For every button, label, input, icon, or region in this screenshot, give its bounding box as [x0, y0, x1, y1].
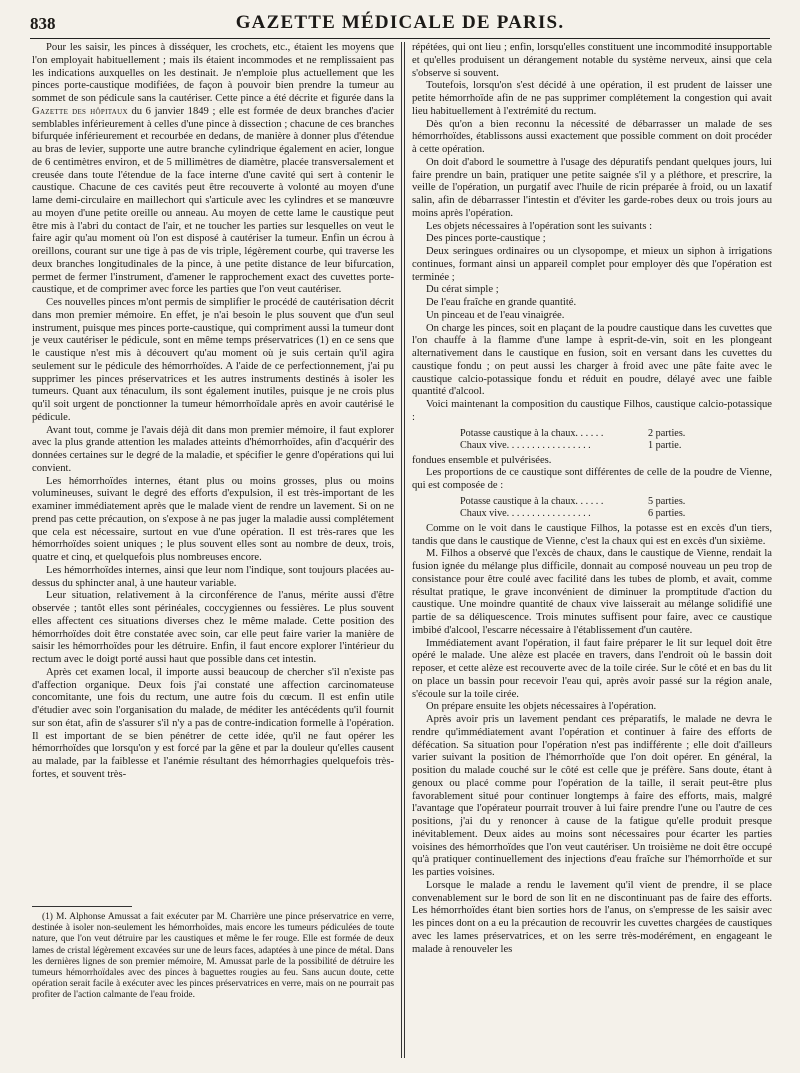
recipe-vienne — [460, 496, 772, 520]
paragraph: Dès qu'on a bien reconnu la nécessité de débarrasser un malade de ses hémorrhoïdes, établissons aussi exactement que possible comment on doit procéder à cette opération. — [412, 118, 772, 155]
paragraph: M. Filhos a observé que l'excès de chaux, dans le caustique de Vienne, rendait la fusion ignée du mélange plus difficile, donnait au composé nouveau un peu trop de consistance pour être coulé avec facilité dans les tubes de plomb, et avait, comme résultat pratique, le grave inconvénient de diminuer la promptitude d'action du caustique. Une moindre quantité de chaux vive laisserait au mélange solidifié une partie de sa déliquescence. Trois minutes suffisent pour faire, avec ce caustique imbibé d'alcool, l'escarre nécessaire à l'établissement d'un cautère. — [412, 548, 772, 636]
paragraph: Immédiatement avant l'opération, il faut faire préparer le lit sur lequel doit être opéré le malade. Une alèze est placée en travers, dans l'endroit où le bassin doit reposer, et cette alèze est recouverte avec de la toile cirée. Sur le côté et en bas du lit on place un bassin pour recevoir l'eau qui, après avoir passé sur la région anale, s'écoule sur la toile cirée. — [412, 637, 772, 700]
running-header — [30, 8, 770, 38]
page-number: 838 — [30, 14, 56, 33]
paragraph: Les hémorrhoïdes internes, étant plus ou moins grosses, plus ou moins volumineuses, suivant le degré des efforts d'expulsion, il est très-important de les examiner immédiatement après que le malade vient de rendre un lavement. Si on ne prend pas cette précaution, on s'expose à ne pas juger la maladie aussi complétement que cela est nécessaire, surtout en vue d'une opération. Il est très-rares que les hémorrhoïdes soient uniques ; le plus souvent elles sont au nombre de deux, trois, quatre et cinq, et quelquefois plus nombreuses encore. — [32, 475, 394, 563]
list-item: Des pinces porte-caustique ; — [426, 233, 546, 245]
ingredient-name: Chaux vive. . . . . . . . . . . . . . . . . — [460, 439, 591, 451]
paragraph: répétées, qui ont lieu ; enfin, lorsqu'elles constituent une incommodité insupportable et qu'elles produisent un dérangement notable du système nerveux, ainsi que cela s'observe si souvent. — [412, 42, 772, 79]
paragraph: Ces nouvelles pinces m'ont permis de simplifier le procédé de cautérisation décrit dans mon premier mémoire. En effet, je n'ai besoin le plus souvent que d'un seul instrument, puisque mes pinces porte-caustique, qui compriment aussi la tumeur dont je veux cautériser le pédicule, sont en même temps préservatrices (1) en ce sens que le caustique n'est mis à découvert qu'au moment où je suis certain qu'il agira seulement sur le pédicule des hémorrhoïdes. A l'aide de ce perfectionnement, j'ai pu supprimer les pinces préservatrices et les autres instruments destinés à isoler les tumeurs. Quant aux ténaculum, ils sont également inutiles, puisque je ne crois plus qu'il soit urgent de ponctionner la tumeur hémorrhoïdale après en avoir cautérisé le pédicule. — [32, 297, 394, 423]
paragraph: On prépare ensuite les objets nécessaires à l'opération. — [426, 701, 657, 713]
footnote-rule — [32, 906, 132, 907]
paragraph: Leur situation, relativement à la circonférence de l'anus, mérite aussi d'être observée ; tantôt elles sont périnéales, coccygiennes ou fessières. Le plus souvent elles affectent ces situations diverses chez le même malade. Cette position des hémorrhoïdes doit être constatée avec soin, car elle peut faire varier la manière de saisir les hémorrhoïdes pour les détruire. Enfin, il faut encore explorer l'intérieur du rectum avec le doigt porté aussi haut que possible dans cet intestin. — [32, 590, 394, 665]
ingredient-amount: 2 parties. — [648, 427, 686, 439]
recipe-row — [460, 440, 700, 452]
paragraph: Avant tout, comme je l'avais déjà dit dans mon premier mémoire, il faut explorer avec la plus grande attention les malades atteints d'hémorrhoïdes, afin d'acquérir des données certaines sur le degré de la maladie, et spécifier le genre d'opérations qui lui convient. — [32, 424, 394, 474]
right-column — [412, 42, 772, 956]
ingredient-amount: 5 parties. — [648, 495, 686, 507]
list-item: Deux seringues ordinaires ou un clysopompe, et mieux un siphon à irrigations continues, formant ainsi un appareil complet pour employer dès que l'opération est terminée ; — [412, 246, 772, 283]
footnote — [32, 912, 394, 1002]
left-column — [32, 42, 394, 782]
recipe-row — [460, 428, 700, 440]
paragraph: Voici maintenant la composition du caustique Filhos, caustique calcio-potassique : — [412, 399, 772, 423]
paragraph: Pour les saisir, les pinces à disséquer, les crochets, etc., étaient les moyens que l'on employait habituellement ; mais ils étaient incommodes et ne remplissaient pas les indications auxquelles on les destinait. Je n'emploie plus actuellement que les pinces porte-caustique modifiées, de façon à pouvoir bien prendre la tumeur au sommet de son pédicule sans la cautériser. Cette pince a été décrite et figurée dans la Gazette des hôpitaux du 6 janvier 1849 ; elle est formée de deux branches d'acier semblables inférieurement à celles d'une pince à dissection ; chacune de ces branches bifurquée inférieurement et recourbée en dedans, de manière à donner plus d'étendue au bras de levier, supporte une autre branche cylindrique également en acier, longue de 6 centimètres environ, et de 5 millimètres de diamètre, placée transversalement et creusée dans toute l'étendue de la face interne d'une cavité qui sert à contenir le caustique. Chacune de ces cavités peut être recouverte à volonté au moyen d'une lame demi-circulaire en maillechort qui s'articule avec les cylindres et se manœuvre au moyen d'une petite oreille ou anneau. Au moyen de cette lame le caustique peut être mis à l'abri du contact de l'air, et ne toucher les parties sur lesquelles on veut le faire agir qu'au moment où l'on est disposé à cautériser la tumeur. Enfin un écrou à oreillons, courant sur une tige à pas de vis triple, légèrement courbe, qui traverse les deux branches longitudinales de la pince, à une petite distance de leur bifurcation, permet de fermer l'instrument, d'amener le rapprochement exact des cuvettes porte-caustique, et de comprimer avec force les parties que l'on veut cautériser. — [32, 42, 394, 296]
paragraph: fondues ensemble et pulvérisées. — [412, 454, 552, 466]
paragraph: Les proportions de ce caustique sont différentes de celle de la poudre de Vienne, qui est composée de : — [412, 467, 772, 491]
list-item: De l'eau fraîche en grande quantité. — [426, 297, 577, 308]
ingredient-amount: 1 partie. — [648, 439, 682, 451]
ingredient-name: Chaux vive. . . . . . . . . . . . . . . . . — [460, 507, 591, 519]
paragraph: Après cet examen local, il importe aussi beaucoup de chercher s'il n'existe pas d'affection organique. Deux fois j'ai constaté une affection carcinomateuse concomitante, une fois du rectum, une autre fois du cœcum. Il est enfin utile d'étudier avec soin l'organisation du malade, de méditer les antécédents qu'il fournit sur son état, afin de s'assurer s'il n'y a pas de contre-indication formelle à l'opération. Il est important de se bien pénétrer de cette idée, qu'il ne faut opérer les hémorrhoïdes que lorsqu'on y est forcé par la gêne et par la douleur qu'elles causent au malade, par la faiblesse et l'anémie résultant des hémorrhagies quelquefois très-fortes, et souvent très- — [32, 666, 394, 780]
journal-title: GAZETTE MÉDICALE DE PARIS. — [235, 12, 565, 33]
recipe-filhos — [460, 428, 772, 452]
paragraph: On doit d'abord le soumettre à l'usage des dépuratifs pendant quelques jours, lui faire prendre un bain, pratiquer une petite saignée s'il y a pléthore, et prescrire, la veille de l'opération, un purgatif avec l'huile de ricin préparée à froid, ou un laxatif salin, afin de débarrasser l'intestin et d'éviter les garde-robes deux ou trois jours au moins après l'opération. — [412, 156, 772, 219]
header-rule — [30, 38, 770, 39]
ingredient-amount: 6 parties. — [648, 507, 686, 519]
recipe-row — [460, 496, 700, 508]
periodical-name: Gazette des hôpitaux — [32, 105, 128, 117]
list-item: Un pinceau et de l'eau vinaigrée. — [426, 309, 565, 321]
paragraph: Les objets nécessaires à l'opération sont les suivants : — [426, 220, 653, 232]
paragraph: Lorsque le malade a rendu le lavement qu'il vient de prendre, il se place convenablement sur le bord de son lit en ne discontinuant pas de faire des efforts. Les hémorrhoïdes étant bien sorties hors de l'anus, on s'empresse de les saisir avec les pinces dont on a eu la précaution de recouvrir les cuvettes chargées de caustiques avec les lames préservatrices, et on les serre très-modérément, en engageant le malade à renouveler les — [412, 879, 772, 955]
column-divider-double — [404, 42, 405, 1058]
list-item: Du cérat simple ; — [426, 284, 499, 296]
paragraph: On charge les pinces, soit en plaçant de la poudre caustique dans les cuvettes que l'on chauffe à la flamme d'une lampe à esprit-de-vin, soit en les plongeant alternativement dans le caustique en fusion, soit en versant dans les cuvettes du caustique fondu ; on peut aussi les charger à froid avec une pâte faite avec le caustique calcio-potassique fondu et réduit en poudre, délayé avec une faible quantité d'alcool. — [412, 322, 772, 398]
ingredient-name: Potasse caustique à la chaux. . . . . . — [460, 427, 604, 439]
paragraph: Après avoir pris un lavement pendant ces préparatifs, le malade ne devra le rendre qu'immédiatement avant l'opération et continuer à faire des efforts de défécation. Sa situation pour l'opération n'est pas indifférente ; elle doit d'ailleurs varier suivant la position de l'hémorrhoïde que l'on doit opérer. En général, la position du malade couché sur le côté est celle que je préfère. Sans doute, étant à genoux ou placé comme pour l'opération de la taille, il serait peut-être plus favorablement situé pour continuer longtemps à faire des efforts, mais, malgré l'avantage que l'opérateur pourrait trouver à lui faire prendre l'une ou l'autre de ces positions, j'ai du y renoncer à cause de la fatigue qu'elle produit presque inévitablement. Deux aides au moins sont nécessaires pour écarter les parties voisines des hémorrhoïdes que l'on veut cautériser. Un troisième ne doit être occupé qu'à pratiquer continuellement des injections d'eau fraîche sur l'hémorrhoïde et sur les parties voisines. — [412, 714, 772, 878]
recipe-row — [460, 508, 700, 520]
paragraph: Comme on le voit dans le caustique Filhos, la potasse est en excès d'un tiers, tandis que dans le caustique de Vienne, c'est la chaux qui est en excès d'un sixième. — [412, 522, 772, 547]
footnote-text: (1) M. Alphonse Amussat a fait exécuter par M. Charrière une pince préservatrice en verre, destinée à isoler non-seulement les hémorrhoïdes, mais encore les tumeurs pédiculées de toute nature, que l'on veut détruire par les caustiques et même le fer rouge. Elle est formée de deux lames de cristal légèrement excavées sur une de leurs faces, adaptées à une pince de métal. Dans les dernières lignes de son premier mémoire, M. Amussat parle de la possibilité de détruire les tumeurs hémorrhoïdales avec des pinces à baguettes rougies au feu. Sans aucun doute, cette opération serait facile à exécuter avec les pinces préservatrices en verre, mais on ne pourrait pas profiter de l'action calmante de l'eau froide. — [32, 912, 394, 1001]
paragraph: Toutefois, lorsqu'on s'est décidé à une opération, il est prudent de laisser une petite hémorrhoïde afin de ne pas supprimer complétement la congestion qui avait lieu habituellement à l'extrémité du rectum. — [412, 80, 772, 117]
ingredient-name: Potasse caustique à la chaux. . . . . . — [460, 495, 604, 507]
paragraph: Les hémorrhoïdes internes, ainsi que leur nom l'indique, sont toujours placées au-dessus du sphincter anal, à une hauteur variable. — [32, 564, 394, 589]
column-divider — [401, 42, 402, 1058]
